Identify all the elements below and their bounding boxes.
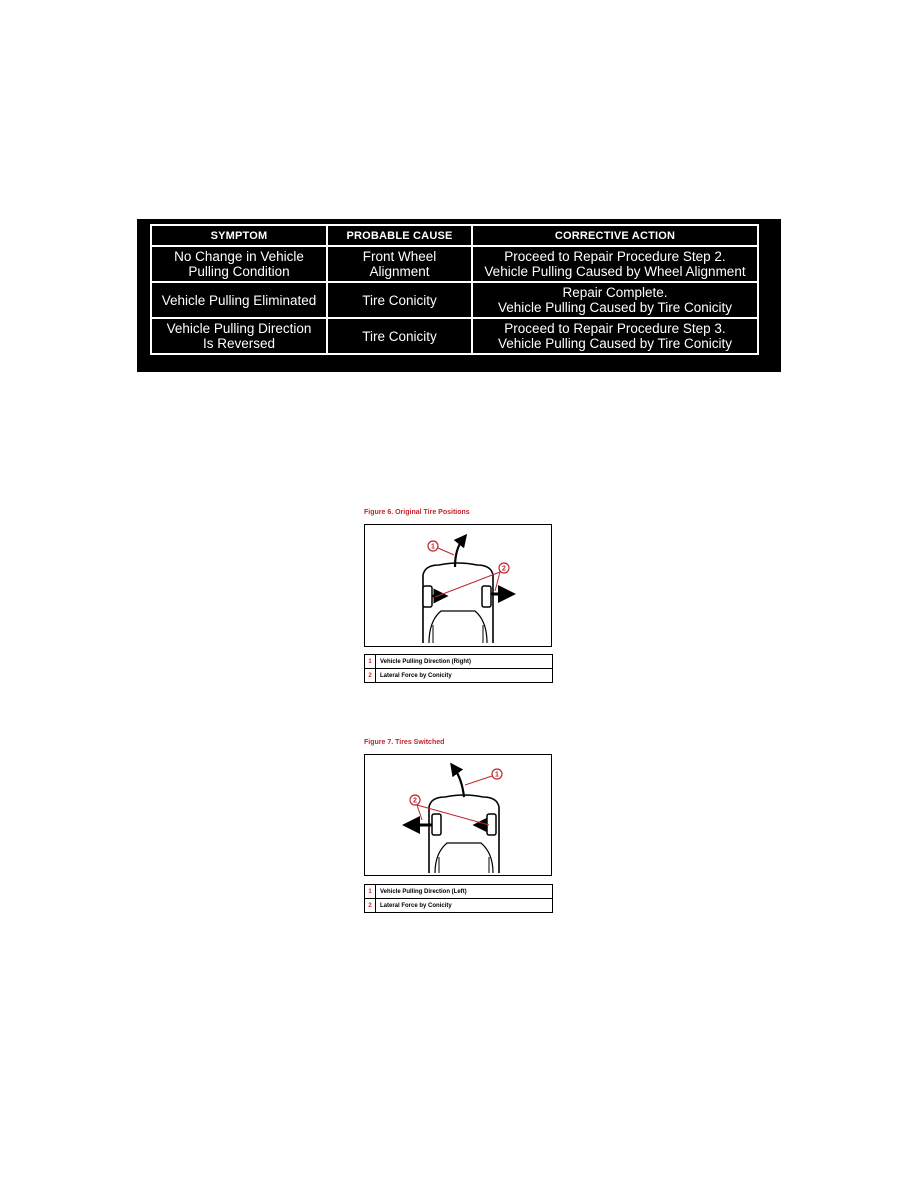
cause-text: Tire Conicity xyxy=(362,328,437,344)
cause-text: Tire Conicity xyxy=(362,292,437,308)
symptom-cell xyxy=(151,318,327,354)
callout-1-label: 1 xyxy=(431,543,435,551)
action-cell xyxy=(472,282,758,318)
legend-row xyxy=(365,655,553,669)
legend-number: 2 xyxy=(365,669,376,683)
cause-text: Front Wheel Alignment xyxy=(362,249,437,279)
symptom-text: No Change in Vehicle Pulling Condition xyxy=(174,249,304,279)
callout-2-leader-b xyxy=(495,572,500,591)
callout-1-label: 1 xyxy=(495,771,499,779)
callout-1-leader xyxy=(465,776,492,785)
table-row xyxy=(151,246,758,282)
callout-1-leader xyxy=(438,548,454,555)
table-row xyxy=(151,318,758,354)
hood-line xyxy=(439,857,489,873)
symptom-table xyxy=(150,224,759,355)
callout-2-leader-a xyxy=(417,805,422,820)
header-corrective-action: CORRECTIVE ACTION xyxy=(472,225,758,246)
legend-text: Vehicle Pulling Direction (Left) xyxy=(376,885,553,899)
symptom-cell xyxy=(151,246,327,282)
pulling-direction-arrow xyxy=(454,768,464,797)
windshield-outline xyxy=(435,843,493,873)
cause-cell xyxy=(327,318,472,354)
figure6-legend xyxy=(364,654,553,683)
header-symptom: SYMPTOM xyxy=(151,225,327,246)
cause-cell xyxy=(327,246,472,282)
callout-2-label: 2 xyxy=(502,565,506,573)
table-header-row xyxy=(151,225,758,246)
left-front-tire xyxy=(432,814,441,835)
figure6-diagram xyxy=(364,524,552,647)
legend-text: Lateral Force by Conicity xyxy=(376,669,553,683)
left-front-tire xyxy=(423,586,432,607)
figure7-diagram xyxy=(364,754,552,876)
cause-cell xyxy=(327,282,472,318)
legend-number: 1 xyxy=(365,655,376,669)
action-text: Repair Complete. Vehicle Pulling Caused by Tire Conicity xyxy=(497,285,733,315)
figure6-title: Figure 6. Original Tire Positions xyxy=(364,509,470,516)
legend-number: 1 xyxy=(365,885,376,899)
callout-2-leader-b xyxy=(417,805,489,825)
symptom-cell xyxy=(151,282,327,318)
header-probable-cause: PROBABLE CAUSE xyxy=(327,225,472,246)
figure7-title: Figure 7. Tires Switched xyxy=(364,739,445,746)
windshield-outline xyxy=(429,611,487,643)
callout-2-label: 2 xyxy=(413,797,417,805)
hood-line xyxy=(433,625,483,643)
legend-number: 2 xyxy=(365,899,376,913)
legend-row xyxy=(365,669,553,683)
action-text: Proceed to Repair Procedure Step 3. Vehicle Pulling Caused by Tire Conicity xyxy=(497,321,733,351)
figure6-illustration xyxy=(365,525,553,648)
legend-text: Lateral Force by Conicity xyxy=(376,899,553,913)
right-front-tire xyxy=(482,586,491,607)
table-row xyxy=(151,282,758,318)
legend-row xyxy=(365,899,553,913)
symptom-text: Vehicle Pulling Eliminated xyxy=(161,292,317,308)
action-cell xyxy=(472,318,758,354)
figure7-illustration xyxy=(365,755,553,877)
figure7-legend xyxy=(364,884,553,913)
legend-row xyxy=(365,885,553,899)
legend-text: Vehicle Pulling Direction (Right) xyxy=(376,655,553,669)
symptom-table-panel xyxy=(137,219,781,372)
action-cell xyxy=(472,246,758,282)
action-text: Proceed to Repair Procedure Step 2. Vehicle Pulling Caused by Wheel Alignment xyxy=(484,249,746,279)
symptom-text: Vehicle Pulling Direction Is Reversed xyxy=(166,321,312,351)
